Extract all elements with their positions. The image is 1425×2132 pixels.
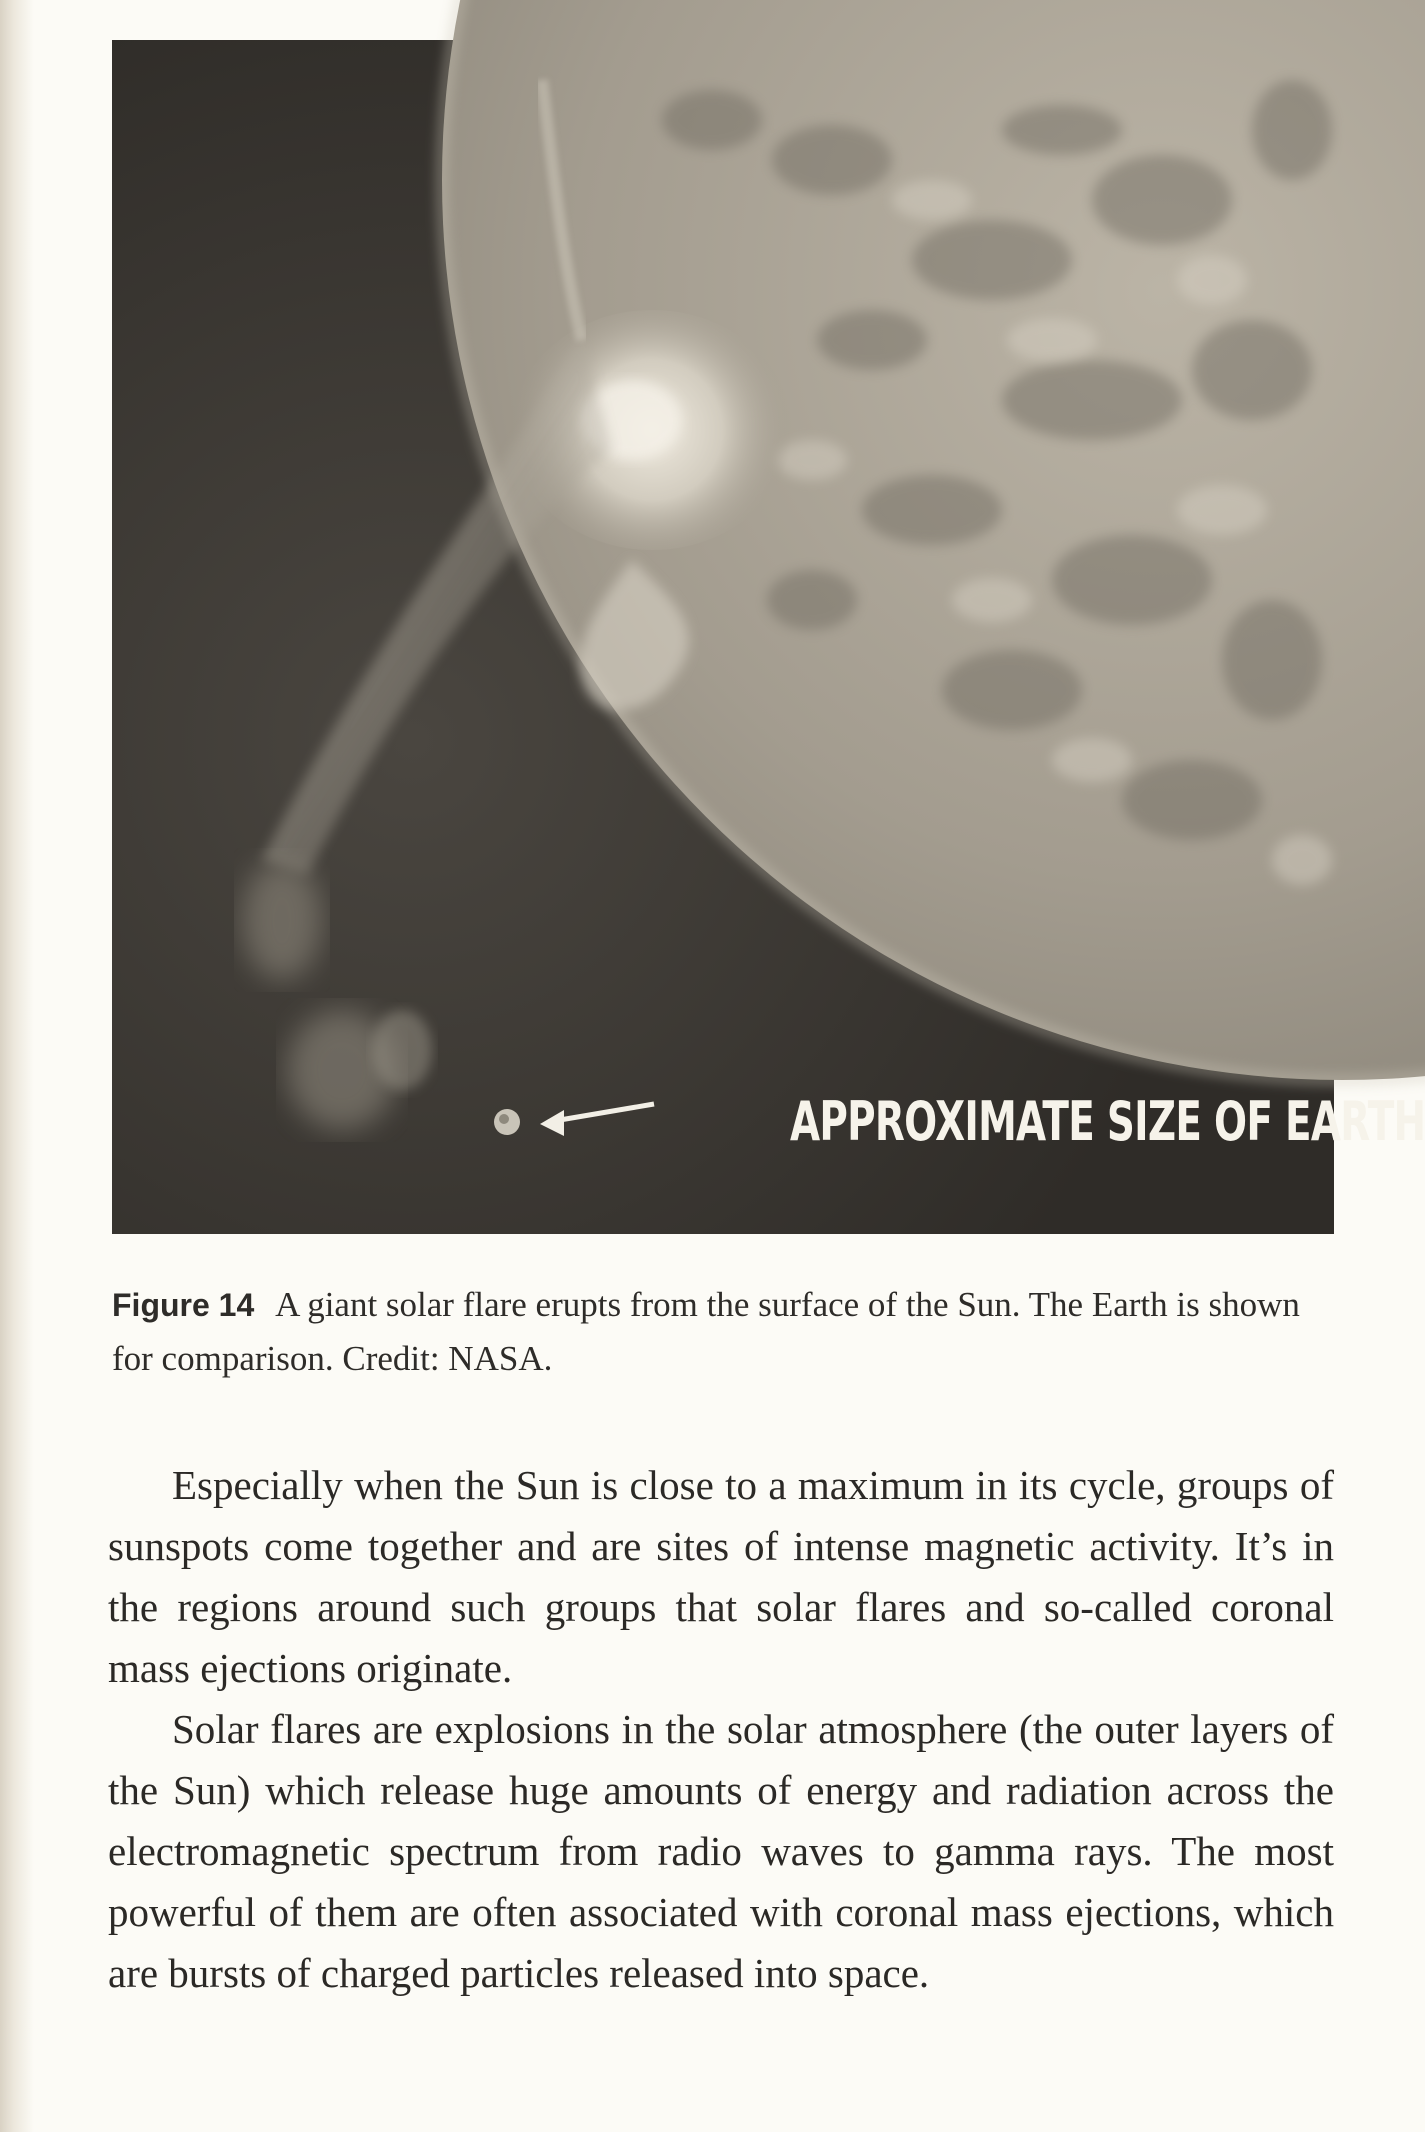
paragraph: Especially when the Sun is close to a maximum in its cycle, groups of sunspots come together and are sites of intense magnetic activity. It’s in the regions around such groups that solar flares and so-called coronal mass ejections originate. <box>108 1462 1334 1691</box>
earth-size-label: APPROXIMATE SIZE OF EARTH <box>790 1090 1425 1153</box>
figure-caption <box>112 1278 1334 1385</box>
body-text <box>108 1455 1334 2004</box>
earth-marker <box>494 1109 520 1135</box>
page-edge-shadow <box>0 0 34 2132</box>
solar-flare-photo <box>112 40 1425 1234</box>
figure-number: Figure 14 <box>112 1287 255 1323</box>
figure-caption-text: A giant solar flare erupts from the surface of the Sun. The Earth is shown for comparison. Credit: NASA. <box>112 1285 1300 1378</box>
paragraph: Solar flares are explosions in the solar atmosphere (the outer layers of the Sun) which release huge amounts of energy and radiation across the electromagnetic spectrum from radio waves to gamma rays. The most powerful of them are often associated with coronal mass ejections, which are bursts of charged particles released into space. <box>108 1706 1334 1996</box>
